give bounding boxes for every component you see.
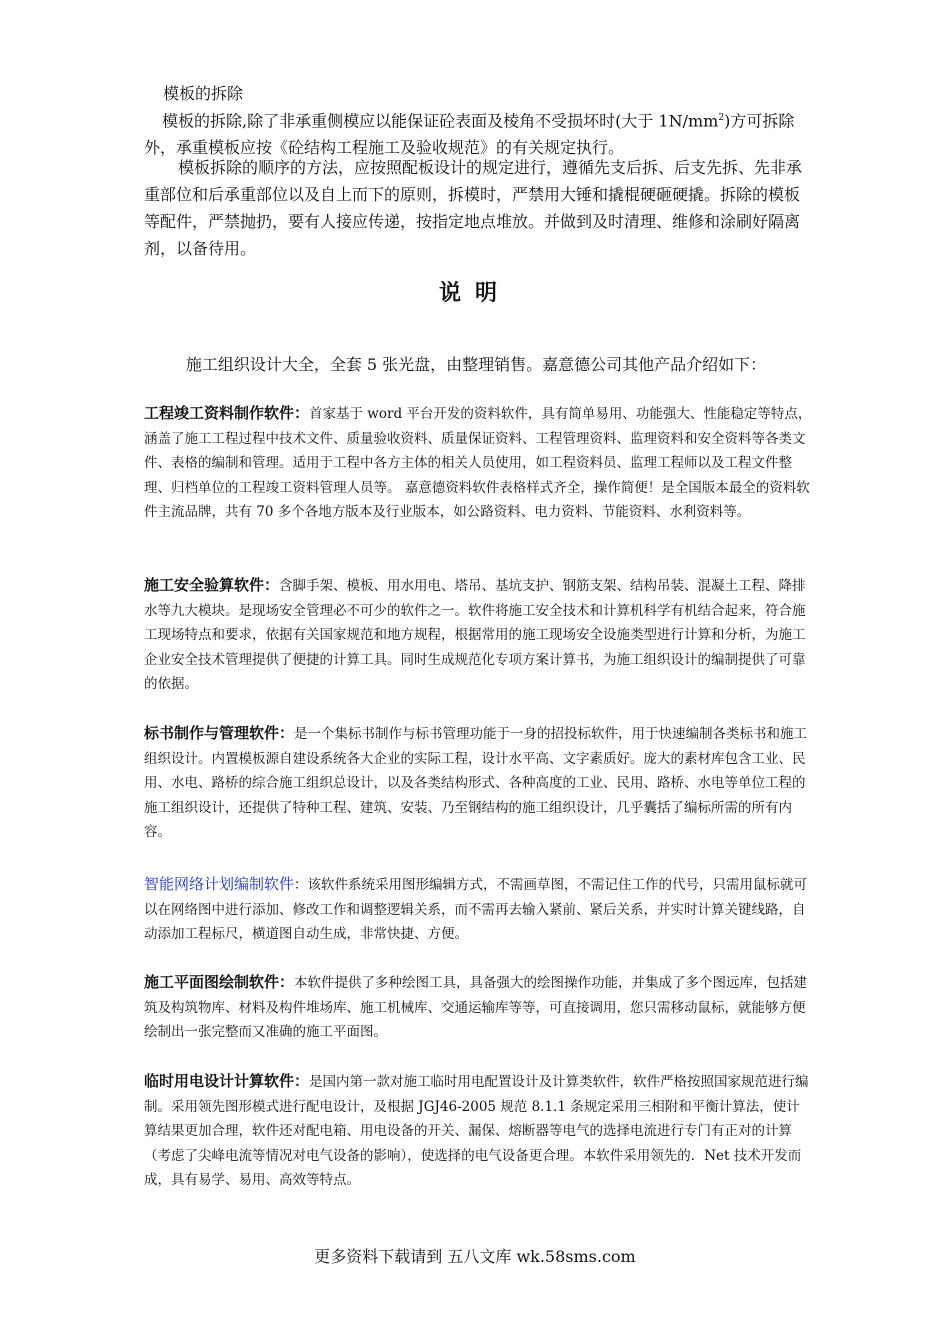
- product-description: 首家基于 word 平台开发的资料软件，具有简单易用、功能强大、性能稳定等特点，涵盖了施工工程过程中技术文件、质量验收资料、质量保证资料、工程管理资料、监理资料和安全资料等各类文件、表格的编制和管理。适用于工程中各方主体的相关人员使用，如工程资料员、监理工程师以及工程文件整理、归档单位的工程竣工资料管理人员等。 嘉意德资料软件表格样式齐全，操作简便！是全国版本最全的资料软件主流品牌，共有 70 多个各地方版本及行业版本，如公路资料、电力资料、节能资料、水利资料等。: [144, 406, 812, 520]
- product-item: [144, 573, 812, 697]
- intro-text: 施工组织设计大全，全套 5 张光盘，由整理销售。嘉意德公司其他产品介绍如下：: [185, 355, 767, 374]
- product-name: 施工安全验算软件：: [144, 576, 280, 594]
- product-description: 含脚手架、模板、用水用电、塔吊、基坑支护、钢筋支架、结构吊装、混凝土工程、降排水等九大模块。是现场安全管理必不可少的软件之一。软件将施工安全技术和计算机科学有机结合起来，符合施工现场特点和要求，依据有关国家规范和地方规程，根据常用的施工现场安全设施类型进行计算和分析，为施工企业安全技术管理提供了便捷的计算工具。同时生成规范化专项方案计算书，为施工组织设计的编制提供了可靠的依据。: [144, 578, 806, 692]
- para1-text-b: )方可拆除外，承重模板应按《砼结构工程施工及验收规范》的有关规定执行。: [144, 111, 795, 158]
- para1-superscript: 2: [718, 113, 725, 123]
- section-heading: 模板的拆除: [163, 84, 244, 103]
- product-item: [144, 1069, 812, 1193]
- product-name: 施工平面图绘制软件：: [144, 973, 295, 991]
- product-name: 智能网络计划编制软件: [144, 875, 295, 893]
- product-item: [144, 401, 812, 525]
- section-paragraph-1: [144, 105, 808, 161]
- product-name: 标书制作与管理软件：: [144, 724, 295, 742]
- product-description: ：该软件系统采用图形编辑方式，不需画草图，不需记住工作的代号，只需用鼠标就可以在网络图中进行添加、修改工作和调整逻辑关系，而不需再去输入紧前、紧后关系，并实时计算关键线路，自动添加工程标尺，横道图自动生成，非常快捷、方便。: [144, 877, 808, 942]
- product-description: 本软件提供了多种绘图工具，具备强大的绘图操作功能，并集成了多个图远库，包括建筑及构筑物库、材料及构件堆场库、施工机械库、交通运输库等等，可直接调用，您只需移动鼠标，就能够方便绘制出一张完整而又准确的施工平面图。: [144, 975, 808, 1040]
- product-name: 临时用电设计计算软件：: [144, 1072, 310, 1090]
- product-item: [144, 721, 812, 845]
- product-item: [144, 872, 812, 947]
- product-description: 是国内第一款对施工临时用电配置设计及计算类软件，软件严格按照国家规范进行编制。采用领先图形模式进行配电设计，及根据 JGJ46-2005 规范 8.1.1 条规定采用三相附和平衡计算法，使计算结果更加合理，软件还对配电箱、用电设备的开关、漏保、熔断器等电气的选择电流进行专门有正对的计算（考虑了尖峰电流等情况对电气设备的影响），使选择的电气设备更合理。本软件采用领先的．Net 技术开发而成，具有易学、易用、高效等特点。: [144, 1074, 809, 1188]
- para1-text-a: 模板的拆除,除了非承重侧模应以能保证砼表面及棱角不受损坏时(大于 1N/mm: [162, 111, 719, 131]
- footer-link-text: 更多资料下载请到 五八文库 wk.58sms.com: [314, 1247, 636, 1266]
- product-description: 是一个集标书制作与标书管理功能于一身的招投标软件，用于快速编制各类标书和施工组织设计。内置模板源自建设系统各大企业的实际工程，设计水平高、文字素质好。庞大的素材库包含工业、民用、水电、路桥的综合施工组织总设计，以及各类结构形式、各种高度的工业、民用、路桥、水电等单位工程的施工组织设计，还提供了特种工程、建筑、安装、乃至钢结构的施工组织设计，几乎囊括了编标所需的所有内容。: [144, 726, 808, 840]
- product-name: 工程竣工资料制作软件：: [144, 404, 310, 422]
- section-paragraph-2: 模板拆除的顺序的方法，应按照配板设计的规定进行，遵循先支后拆、后支先拆、先非承重部位和后承重部位以及自上而下的原则，拆模时，严禁用大锤和撬棍硬砸硬撬。拆除的模板等配件，严禁抛扔，要有人接应传递，按指定地点堆放。并做到及时清理、维修和涂刷好隔离剂，以备待用。: [144, 158, 803, 258]
- product-item: [144, 970, 812, 1045]
- page-title: 说明: [438, 280, 511, 306]
